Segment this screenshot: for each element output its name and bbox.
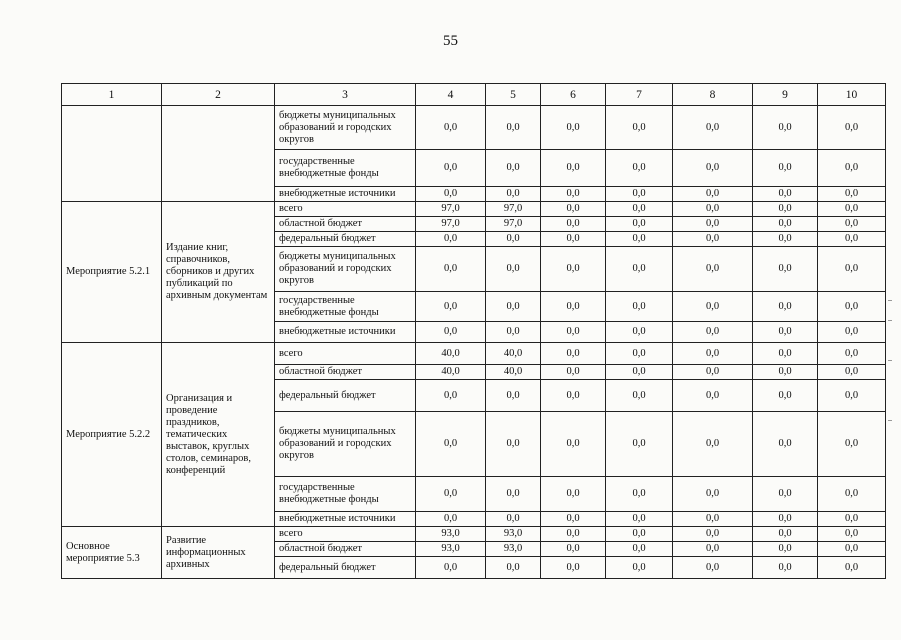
amount-cell: 0,0 (606, 232, 673, 247)
amount-cell: 0,0 (818, 232, 886, 247)
amount-cell: 0,0 (753, 187, 818, 202)
amount-cell: 0,0 (606, 365, 673, 380)
column-header: 3 (275, 84, 416, 106)
amount-cell: 97,0 (416, 202, 486, 217)
amount-cell: 0,0 (416, 232, 486, 247)
amount-cell: 0,0 (606, 202, 673, 217)
amount-cell: 0,0 (606, 106, 673, 150)
amount-cell: 93,0 (416, 542, 486, 557)
amount-cell: 0,0 (606, 527, 673, 542)
amount-cell: 0,0 (753, 232, 818, 247)
amount-cell: 0,0 (541, 322, 606, 343)
amount-cell: 0,0 (673, 247, 753, 292)
amount-cell: 0,0 (673, 557, 753, 579)
amount-cell: 0,0 (486, 512, 541, 527)
amount-cell: 0,0 (753, 322, 818, 343)
amount-cell: 0,0 (606, 247, 673, 292)
amount-cell: 0,0 (606, 412, 673, 477)
scan-artifact (888, 300, 892, 301)
amount-cell: 0,0 (541, 527, 606, 542)
event-name-cell: Основное мероприятие 5.3 (62, 527, 162, 579)
scan-artifact (888, 320, 892, 321)
column-header: 9 (753, 84, 818, 106)
amount-cell: 0,0 (818, 322, 886, 343)
amount-cell: 0,0 (541, 412, 606, 477)
amount-cell: 0,0 (416, 557, 486, 579)
amount-cell: 0,0 (416, 380, 486, 412)
amount-cell: 0,0 (486, 150, 541, 187)
funding-source-cell: областной бюджет (275, 217, 416, 232)
amount-cell: 0,0 (541, 150, 606, 187)
amount-cell: 0,0 (416, 106, 486, 150)
amount-cell: 0,0 (486, 380, 541, 412)
amount-cell: 0,0 (486, 232, 541, 247)
amount-cell: 0,0 (673, 365, 753, 380)
event-description-cell (162, 106, 275, 202)
column-header: 6 (541, 84, 606, 106)
amount-cell: 0,0 (753, 512, 818, 527)
amount-cell: 0,0 (818, 412, 886, 477)
column-header: 4 (416, 84, 486, 106)
amount-cell: 0,0 (673, 322, 753, 343)
funding-source-cell: внебюджетные источники (275, 187, 416, 202)
amount-cell: 0,0 (416, 477, 486, 512)
table-header-row (62, 84, 886, 106)
table-row (62, 343, 886, 365)
amount-cell: 0,0 (818, 187, 886, 202)
amount-cell: 97,0 (416, 217, 486, 232)
amount-cell: 0,0 (606, 292, 673, 322)
amount-cell: 0,0 (416, 247, 486, 292)
amount-cell: 0,0 (673, 542, 753, 557)
amount-cell: 0,0 (416, 322, 486, 343)
amount-cell: 0,0 (541, 292, 606, 322)
funding-source-cell: областной бюджет (275, 542, 416, 557)
amount-cell: 0,0 (541, 365, 606, 380)
amount-cell: 0,0 (541, 343, 606, 365)
amount-cell: 0,0 (818, 477, 886, 512)
column-header: 8 (673, 84, 753, 106)
funding-source-cell: всего (275, 343, 416, 365)
amount-cell: 0,0 (818, 527, 886, 542)
amount-cell: 0,0 (606, 322, 673, 343)
amount-cell: 0,0 (416, 512, 486, 527)
amount-cell: 0,0 (818, 292, 886, 322)
event-description-cell: Развитие информационных архивных (162, 527, 275, 579)
funding-source-cell: областной бюджет (275, 365, 416, 380)
column-header: 10 (818, 84, 886, 106)
amount-cell: 0,0 (673, 187, 753, 202)
amount-cell: 0,0 (673, 380, 753, 412)
amount-cell: 0,0 (416, 150, 486, 187)
funding-source-cell: внебюджетные источники (275, 512, 416, 527)
amount-cell: 40,0 (416, 365, 486, 380)
amount-cell: 0,0 (606, 557, 673, 579)
amount-cell: 0,0 (541, 247, 606, 292)
amount-cell: 0,0 (486, 292, 541, 322)
amount-cell: 93,0 (486, 542, 541, 557)
funding-source-cell: бюджеты муниципальных образований и городских округов (275, 247, 416, 292)
page-number: 55 (443, 33, 458, 49)
amount-cell: 0,0 (541, 512, 606, 527)
table-row (62, 106, 886, 150)
amount-cell: 0,0 (818, 380, 886, 412)
funding-source-cell: государственные внебюджетные фонды (275, 292, 416, 322)
amount-cell: 0,0 (606, 187, 673, 202)
amount-cell: 0,0 (541, 542, 606, 557)
amount-cell: 0,0 (818, 343, 886, 365)
funding-source-cell: федеральный бюджет (275, 232, 416, 247)
amount-cell: 0,0 (818, 202, 886, 217)
amount-cell: 0,0 (486, 412, 541, 477)
amount-cell: 0,0 (753, 557, 818, 579)
amount-cell: 0,0 (673, 232, 753, 247)
funding-source-cell: государственные внебюджетные фонды (275, 150, 416, 187)
amount-cell: 0,0 (818, 106, 886, 150)
amount-cell: 0,0 (673, 292, 753, 322)
amount-cell: 0,0 (753, 292, 818, 322)
amount-cell: 0,0 (486, 557, 541, 579)
amount-cell: 0,0 (606, 542, 673, 557)
amount-cell: 0,0 (753, 247, 818, 292)
amount-cell: 0,0 (753, 150, 818, 187)
amount-cell: 0,0 (753, 343, 818, 365)
funding-source-cell: бюджеты муниципальных образований и городских округов (275, 412, 416, 477)
amount-cell: 0,0 (486, 187, 541, 202)
amount-cell: 0,0 (673, 217, 753, 232)
amount-cell: 0,0 (818, 557, 886, 579)
funding-source-cell: федеральный бюджет (275, 380, 416, 412)
amount-cell: 0,0 (606, 150, 673, 187)
amount-cell: 0,0 (416, 187, 486, 202)
funding-source-cell: всего (275, 202, 416, 217)
amount-cell: 0,0 (673, 343, 753, 365)
amount-cell: 0,0 (753, 412, 818, 477)
table-row (62, 527, 886, 542)
amount-cell: 0,0 (416, 292, 486, 322)
event-name-cell (62, 106, 162, 202)
scan-artifact (888, 420, 892, 421)
funding-source-cell: государственные внебюджетные фонды (275, 477, 416, 512)
amount-cell: 0,0 (541, 232, 606, 247)
amount-cell: 40,0 (486, 365, 541, 380)
amount-cell: 0,0 (753, 542, 818, 557)
amount-cell: 0,0 (486, 322, 541, 343)
amount-cell: 0,0 (753, 217, 818, 232)
amount-cell: 40,0 (486, 343, 541, 365)
amount-cell: 0,0 (818, 217, 886, 232)
amount-cell: 93,0 (416, 527, 486, 542)
amount-cell: 0,0 (673, 512, 753, 527)
table-body (62, 106, 886, 579)
amount-cell: 0,0 (606, 217, 673, 232)
table-row (62, 202, 886, 217)
amount-cell: 0,0 (818, 247, 886, 292)
column-header: 5 (486, 84, 541, 106)
amount-cell: 0,0 (541, 380, 606, 412)
amount-cell: 0,0 (818, 512, 886, 527)
amount-cell: 0,0 (673, 477, 753, 512)
amount-cell: 0,0 (541, 477, 606, 512)
amount-cell: 0,0 (541, 217, 606, 232)
funding-source-cell: внебюджетные источники (275, 322, 416, 343)
amount-cell: 0,0 (486, 247, 541, 292)
amount-cell: 0,0 (606, 380, 673, 412)
amount-cell: 0,0 (541, 557, 606, 579)
amount-cell: 0,0 (541, 187, 606, 202)
column-header: 2 (162, 84, 275, 106)
amount-cell: 0,0 (753, 380, 818, 412)
amount-cell: 0,0 (818, 150, 886, 187)
amount-cell: 0,0 (818, 365, 886, 380)
amount-cell: 0,0 (541, 202, 606, 217)
amount-cell: 0,0 (416, 412, 486, 477)
amount-cell: 0,0 (753, 106, 818, 150)
amount-cell: 97,0 (486, 217, 541, 232)
amount-cell: 40,0 (416, 343, 486, 365)
amount-cell: 0,0 (606, 477, 673, 512)
event-name-cell: Мероприятие 5.2.2 (62, 343, 162, 527)
event-description-cell: Издание книг, справочников, сборников и других публикаций по архивным документам (162, 202, 275, 343)
amount-cell: 0,0 (753, 477, 818, 512)
amount-cell: 97,0 (486, 202, 541, 217)
funding-source-cell: федеральный бюджет (275, 557, 416, 579)
amount-cell: 0,0 (673, 202, 753, 217)
column-header: 7 (606, 84, 673, 106)
amount-cell: 0,0 (486, 477, 541, 512)
event-name-cell: Мероприятие 5.2.1 (62, 202, 162, 343)
amount-cell: 93,0 (486, 527, 541, 542)
scan-artifact (888, 360, 892, 361)
amount-cell: 0,0 (673, 106, 753, 150)
amount-cell: 0,0 (673, 412, 753, 477)
column-header: 1 (62, 84, 162, 106)
amount-cell: 0,0 (753, 202, 818, 217)
amount-cell: 0,0 (673, 527, 753, 542)
amount-cell: 0,0 (673, 150, 753, 187)
funding-source-cell: всего (275, 527, 416, 542)
amount-cell: 0,0 (606, 512, 673, 527)
amount-cell: 0,0 (606, 343, 673, 365)
amount-cell: 0,0 (486, 106, 541, 150)
funding-source-cell: бюджеты муниципальных образований и городских округов (275, 106, 416, 150)
amount-cell: 0,0 (818, 542, 886, 557)
amount-cell: 0,0 (541, 106, 606, 150)
budget-table (61, 83, 886, 579)
amount-cell: 0,0 (753, 527, 818, 542)
amount-cell: 0,0 (753, 365, 818, 380)
event-description-cell: Организация и проведение праздников, тематических выставок, круглых столов, семинаров, конференций (162, 343, 275, 527)
